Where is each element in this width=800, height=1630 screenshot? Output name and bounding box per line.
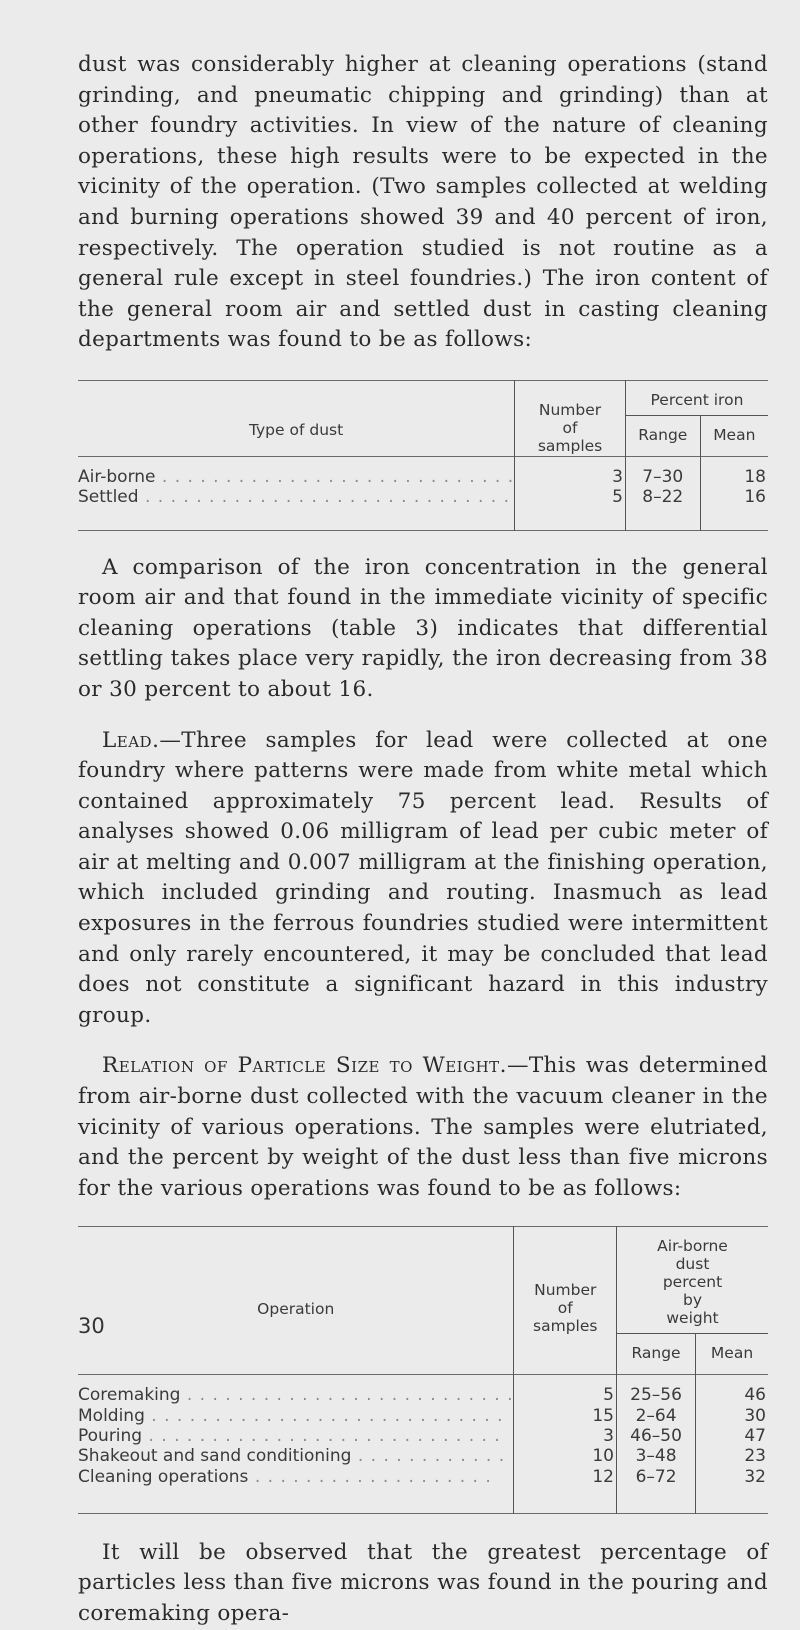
col-number-of-samples: Number of samples (515, 380, 626, 456)
samples-cell: 10 (514, 1446, 617, 1466)
table-row: Settled . . . . . . . . . . . . . . . . . . . . . . . . . . . . . 5 8–22 16 (78, 487, 768, 530)
row-label: Coremaking (78, 1385, 181, 1406)
range-cell: 3–48 (617, 1446, 696, 1466)
row-label: Pouring (78, 1426, 143, 1446)
col-range: Range (617, 1334, 696, 1375)
lead-heading: Lead. (102, 727, 160, 753)
range-cell: 46–50 (617, 1426, 696, 1446)
mean-cell: 23 (696, 1446, 768, 1466)
page-number: 30 (78, 1314, 105, 1338)
col-percent-iron: Percent iron (625, 380, 768, 415)
row-label: Cleaning operations (78, 1466, 249, 1487)
table-row: Cleaning operations . . . . . . . . . . . . . . . . . . . 12 6–72 32 (78, 1467, 768, 1514)
lead-text: —Three samples for lead were collected at one foundry where patterns were made from white metal which contained approximately 75 percent lead. Results of analyses showed 0.06 milligram of lead per cubic meter of air at melting and 0.007 milligram at the finishing operation, which included grinding and routing. Inasmuch as lead exposures in the ferrous foundries studied were intermittent and only rarely encountered, it may be concluded that lead does not constitute a significant hazard in this industry group. (78, 727, 768, 1028)
samples-cell: 12 (514, 1467, 617, 1514)
page-content (78, 50, 768, 1630)
mean-cell: 47 (696, 1426, 768, 1446)
mean-cell: 18 (700, 456, 768, 487)
samples-cell: 15 (514, 1406, 617, 1426)
samples-cell: 5 (514, 1375, 617, 1406)
col-number-of-samples: Number of samples (514, 1227, 617, 1375)
particle-size-heading: Relation of Particle Size to Weight. (102, 1053, 508, 1079)
iron-content-table (78, 380, 768, 531)
col-mean: Mean (700, 415, 768, 456)
col-air-borne-dust: Air-borne dust percent by weight (617, 1227, 769, 1334)
row-label: Molding (78, 1405, 145, 1426)
col-operation: Operation (257, 1299, 335, 1318)
col-range: Range (625, 415, 700, 456)
range-cell: 6–72 (617, 1467, 696, 1514)
table-row: Shakeout and sand conditioning . . . . . . . . . . . . 10 3–48 23 (78, 1446, 766, 1467)
range-cell: 8–22 (625, 487, 700, 530)
paragraph-5: It will be observed that the greatest percentage of particles less than five microns was found in the pouring and coremaking opera- (78, 1539, 768, 1627)
samples-cell: 3 (514, 1426, 617, 1446)
row-label: Settled (78, 487, 139, 508)
samples-cell: 5 (515, 487, 626, 530)
table-row: Pouring . . . . . . . . . . . . . . . . . . . . . . . . . . . . 3 46–50 47 (78, 1426, 766, 1446)
table-row: Air-borne . . . . . . . . . . . . . . . . . . . . . . . . . . . . 3 7–30 18 (78, 456, 768, 487)
table-row: Molding . . . . . . . . . . . . . . . . . . . . . . . . . . . . 15 2–64 30 (78, 1405, 766, 1426)
range-cell: 7–30 (625, 456, 700, 487)
particle-size-text: —This was determined from air-borne dust collected with the vacuum cleaner in the vicinity of various operations. The samples were elutriated, and the percent by weight of the dust less than five microns for the various operations was found to be as follows: (78, 1053, 768, 1201)
mean-cell: 16 (700, 487, 768, 530)
particle-size-table (78, 1226, 768, 1513)
table-row: Coremaking . . . . . . . . . . . . . . . . . . . . . . . . . . 5 25–56 46 (78, 1375, 768, 1406)
paragraph-1: dust was considerably higher at cleaning operations (stand grinding, and pneumatic chipping and grinding) than at other foundry activities. In view of the nature of cleaning operations, these high results were to be expected in the vicinity of the operation. (Two samples collected at welding and burning operations showed 39 and 40 percent of iron, respectively. The operation studied is not routine as a general rule except in steel foundries.) The iron content of the general room air and settled dust in casting cleaning departments was found to be as follows: (78, 52, 768, 353)
mean-cell: 32 (696, 1467, 768, 1514)
col-mean: Mean (696, 1334, 768, 1375)
range-cell: 2–64 (617, 1406, 696, 1426)
paragraph-particle-size (78, 1051, 768, 1204)
col-type-of-dust: Type of dust (248, 421, 344, 440)
row-label: Shakeout and sand conditioning (78, 1446, 352, 1467)
mean-cell: 30 (696, 1406, 768, 1426)
paragraph-lead (78, 726, 768, 1032)
range-cell: 25–56 (617, 1375, 696, 1406)
row-label: Air-borne (78, 466, 156, 487)
paragraph-2: A comparison of the iron concentration in the general room air and that found in the immediate vicinity of specific cleaning operations (table 3) indicates that differential settling takes place very rapidly, the iron decreasing from 38 or 30 percent to about 16. (78, 554, 768, 702)
samples-cell: 3 (515, 456, 626, 487)
mean-cell: 46 (696, 1375, 768, 1406)
